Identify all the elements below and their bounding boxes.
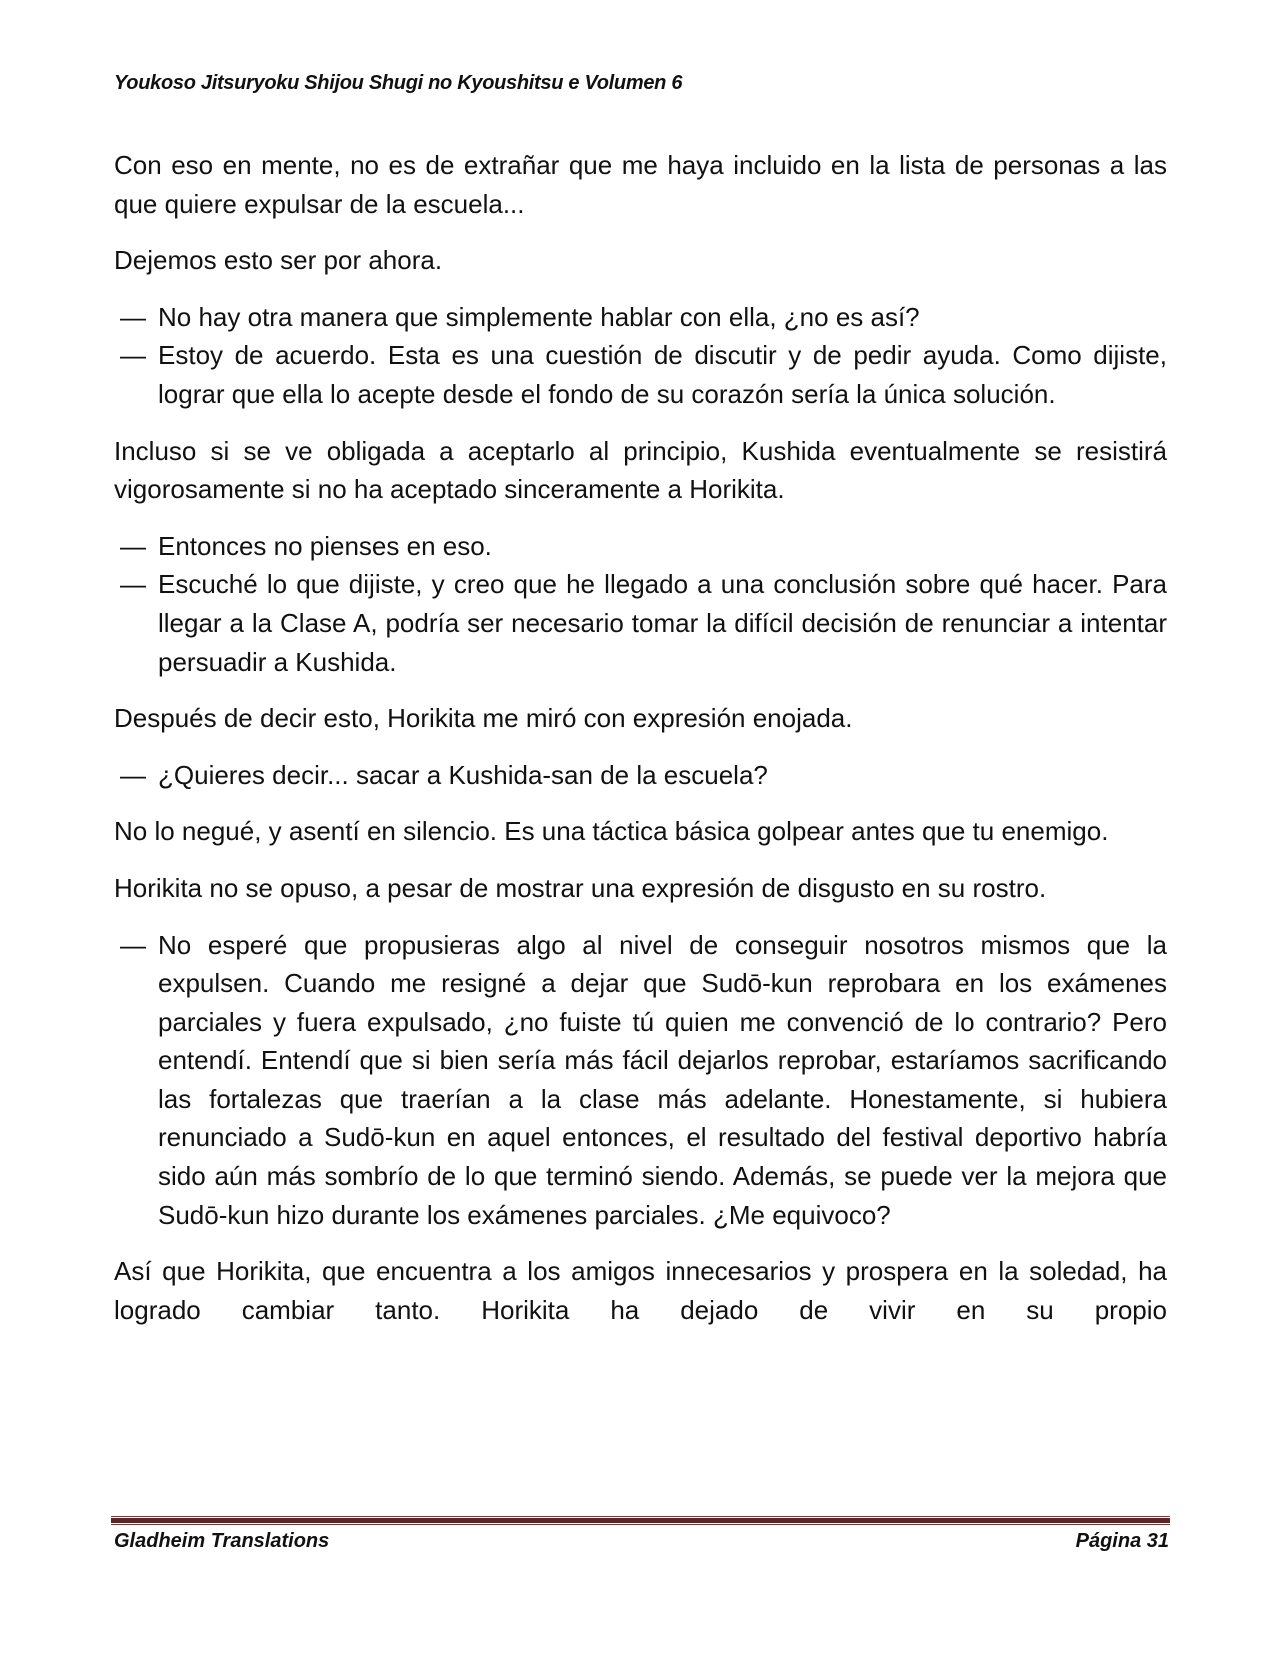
paragraph: Después de decir esto, Horikita me miró con expresión enojada.	[114, 703, 853, 734]
dialog-block	[114, 527, 1167, 681]
dialog-block	[114, 926, 1167, 1235]
dialog-text: No hay otra manera que simplemente hablar con ella, ¿no es así?	[158, 301, 920, 332]
dialog-dash: —	[120, 301, 146, 332]
page-body	[114, 146, 1167, 1347]
dialog-block	[114, 298, 1167, 414]
dialog-line	[114, 756, 1167, 795]
dialog-line	[114, 926, 1167, 1235]
dialog-text: No esperé que propusieras algo al nivel de conseguir nosotros mismos que la expulsen. Cuando me resigné a dejar que Sudō-kun reprobara en los exámenes parciales y fuera expulsado, ¿no fuiste tú quien me convenció de lo contrario? Pero entendí. Entendí que si bien sería más fácil dejarlos reprobar, estaríamos sacrificando las fortalezas que traerían a la clase más adelante. Honestamente, si hubiera renunciado a Sudō-kun en aquel entonces, el resultado del festival deportivo habría sido aún más sombrío de lo que terminó siendo. Además, se puede ver la mejora que Sudō-kun hizo durante los exámenes parciales. ¿Me equivoco?	[158, 929, 1167, 1230]
dialog-block	[114, 756, 1167, 795]
dialog-dash: —	[120, 759, 146, 790]
dialog-line	[114, 336, 1167, 413]
dialog-text: Entonces no pienses en eso.	[158, 530, 492, 561]
dialog-dash: —	[120, 530, 146, 561]
dialog-dash: —	[120, 569, 146, 600]
dialog-line	[114, 298, 1167, 337]
paragraph: No lo negué, y asentí en silencio. Es una táctica básica golpear antes que tu enemigo.	[114, 816, 1109, 847]
dialog-text: Estoy de acuerdo. Esta es una cuestión de discutir y de pedir ayuda. Como dijiste, lograr que ella lo acepte desde el fondo de su corazón sería la única solución.	[158, 340, 1167, 409]
paragraph: Con eso en mente, no es de extrañar que me haya incluido en la lista de personas a las que quiere expulsar de la escuela...	[114, 150, 1167, 219]
dialog-dash: —	[120, 929, 146, 960]
footer-rule	[111, 1516, 1170, 1525]
dialog-text: ¿Quieres decir... sacar a Kushida-san de la escuela?	[158, 759, 768, 790]
footer-translator: Gladheim Translations	[114, 1530, 330, 1552]
dialog-line	[114, 527, 1167, 566]
paragraph: Así que Horikita, que encuentra a los amigos innecesarios y prospera en la soledad, ha logrado cambiar tanto. Horikita ha dejado de vivir en su propio	[114, 1256, 1167, 1325]
paragraph: Horikita no se opuso, a pesar de mostrar una expresión de disgusto en su rostro.	[114, 872, 1047, 903]
dialog-line	[114, 565, 1167, 681]
paragraph: Incluso si se ve obligada a aceptarlo al principio, Kushida eventualmente se resistirá vigorosamente si no ha aceptado sinceramente a Horikita.	[114, 435, 1167, 505]
dialog-text: Escuché lo que dijiste, y creo que he llegado a una conclusión sobre qué hacer. Para llegar a la Clase A, podría ser necesario tomar la difícil decisión de renunciar a intentar persuadir a Kushida.	[158, 569, 1167, 677]
paragraph: Dejemos esto ser por ahora.	[114, 245, 443, 276]
running-header: Youkoso Jitsuryoku Shijou Shugi no Kyoushitsu e Volumen 6	[114, 72, 683, 94]
footer-page-number: Página 31	[1075, 1530, 1169, 1552]
dialog-dash: —	[120, 340, 146, 371]
